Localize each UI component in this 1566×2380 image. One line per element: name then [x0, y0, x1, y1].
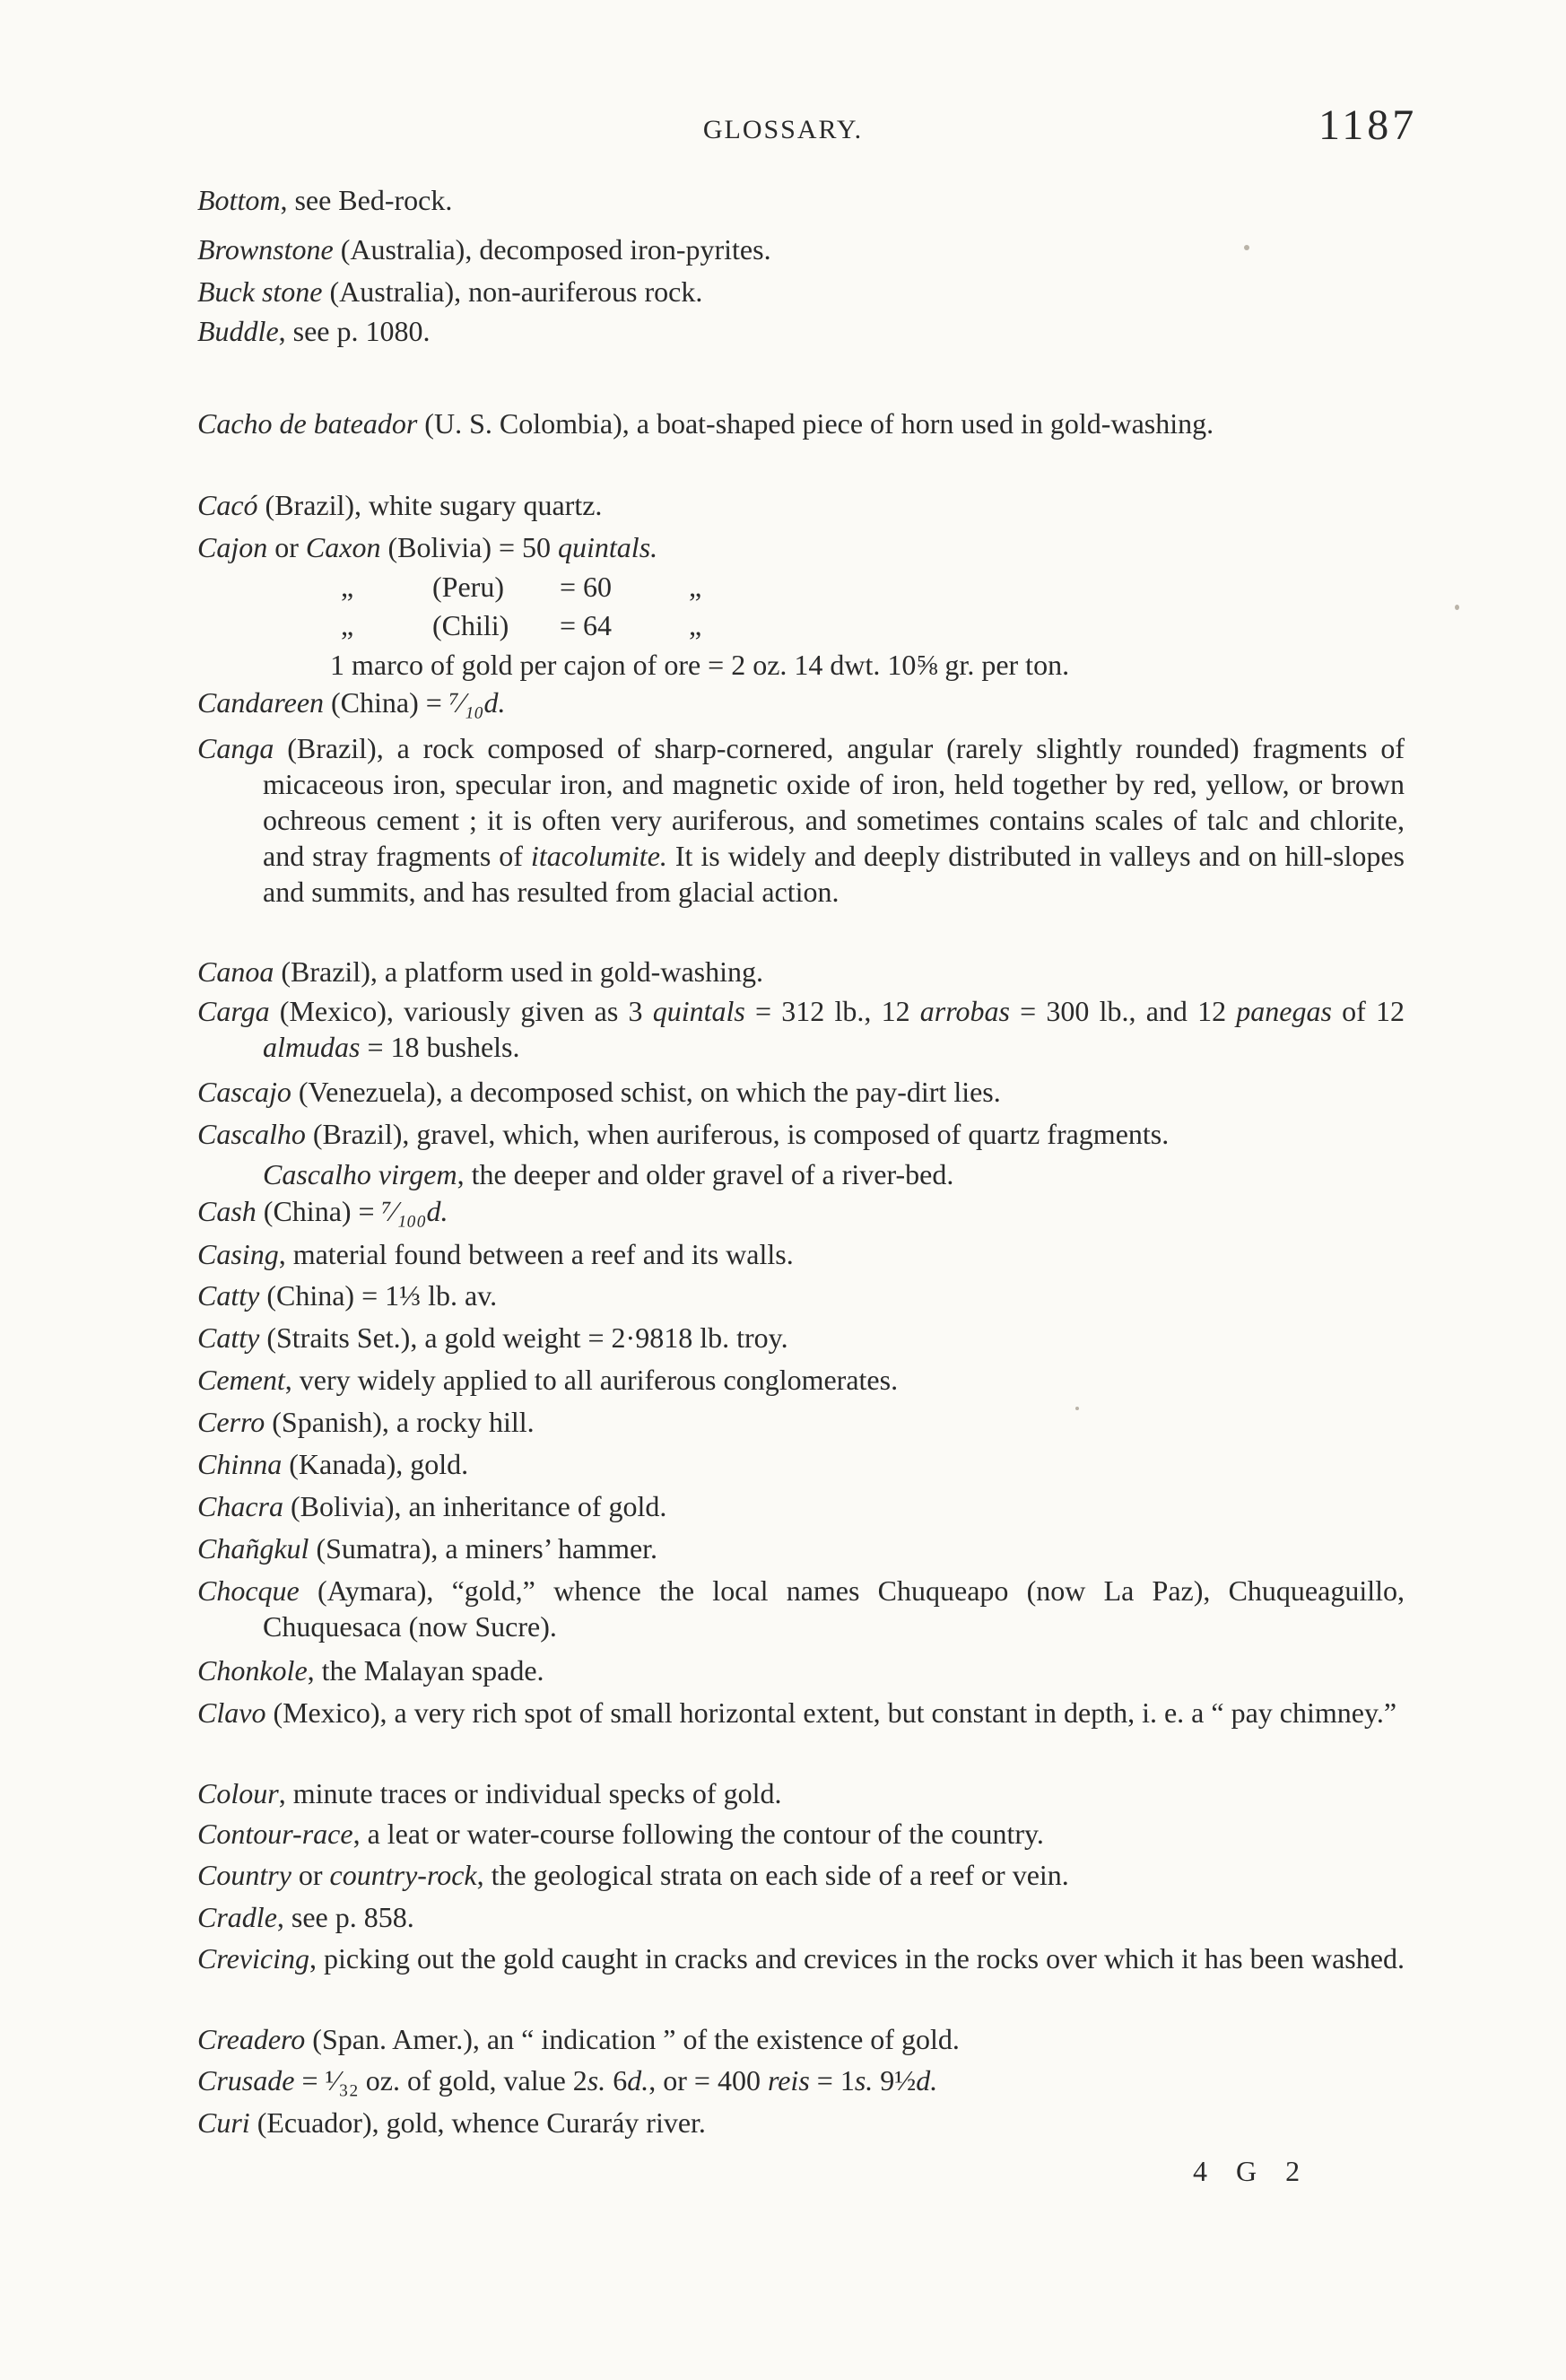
glossary-entry: Cradle, see p. 858. — [197, 1901, 414, 1933]
glossary-entry: Chacra (Bolivia), an inheritance of gold. — [197, 1490, 667, 1522]
glossary-entry: Carga (Mexico), variously given as 3 quintals = 312 lb., 12 arrobas = 300 lb., and 12 panegas of 12 almudas = 18 bushels. — [197, 995, 1405, 1063]
glossary-entry: Cacó (Brazil), white sugary quartz. — [197, 489, 603, 521]
glossary-entry: Clavo (Mexico), a very rich spot of small horizontal extent, but constant in depth, i. e. a “ pay chimney.” — [197, 1696, 1397, 1729]
glossary-entry: Candareen (China) = ⁷⁄₁₀d. — [197, 686, 506, 719]
running-title: GLOSSARY. — [702, 115, 864, 144]
glossary-entry: Cajon or Caxon (Bolivia) = 50 quintals. — [197, 531, 658, 563]
paper-speck — [1244, 245, 1249, 250]
glossary-entry: Cacho de bateador (U. S. Colombia), a boat-shaped piece of horn used in gold-washing. — [197, 407, 1214, 440]
glossary-entry: Brownstone (Australia), decomposed iron-pyrites. — [197, 233, 771, 266]
glossary-entry: Country or country-rock, the geological strata on each side of a reef or vein. — [197, 1859, 1069, 1891]
signature-mark: 4 G 2 — [1193, 2155, 1311, 2187]
glossary-entry: Crevicing, picking out the gold caught in cracks and crevices in the rocks over which it has been washed. — [197, 1942, 1405, 1975]
glossary-entry: Cascajo (Venezuela), a decomposed schist, on which the pay-dirt lies. — [197, 1076, 1001, 1108]
glossary-entry: Chañgkul (Sumatra), a miners’ hammer. — [197, 1532, 658, 1565]
glossary-entry: Buck stone (Australia), non-auriferous rock. — [197, 275, 703, 308]
paper-speck — [1455, 605, 1459, 610]
paper-speck — [1075, 1407, 1079, 1410]
glossary-entry: Catty (Straits Set.), a gold weight = 2·9818 lb. troy. — [197, 1321, 788, 1354]
glossary-entry: Casing, material found between a reef and its walls. — [197, 1238, 794, 1270]
glossary-entry: Chonkole, the Malayan spade. — [197, 1654, 544, 1687]
glossary-entry: Cash (China) = ⁷⁄₁₀₀d. — [197, 1195, 448, 1227]
glossary-entry: Crusade = ¹⁄₃₂ oz. of gold, value 2s. 6d., or = 400 reis = 1s. 9½d. — [197, 2064, 938, 2097]
glossary-entry: Chocque (Aymara), “gold,” whence the local names Chuqueapo (now La Paz), Chuqueaguillo, Chuquesaca (now Sucre). — [197, 1574, 1405, 1643]
glossary-entry: Chinna (Kanada), gold. — [197, 1448, 469, 1480]
glossary-entry: Contour-race, a leat or water-course following the contour of the country. — [197, 1818, 1044, 1850]
glossary-entry: Colour, minute traces or individual specks of gold. — [197, 1777, 782, 1809]
glossary-entry: Catty (China) = 1⅓ lb. av. — [197, 1279, 498, 1312]
glossary-entry: Cascalho (Brazil), gravel, which, when auriferous, is composed of quartz fragments. — [197, 1118, 1170, 1150]
glossary-entry: Canoa (Brazil), a platform used in gold-washing. — [197, 955, 763, 988]
glossary-entry: Bottom, see Bed-rock. — [197, 184, 453, 216]
glossary-entry: Cerro (Spanish), a rocky hill. — [197, 1406, 535, 1438]
glossary-entry: Creadero (Span. Amer.), an “ indication ” of the existence of gold. — [197, 2023, 960, 2055]
page-number: 1187 — [1318, 101, 1418, 149]
glossary-entry: Cement, very widely applied to all auriferous conglomerates. — [197, 1364, 899, 1396]
glossary-entry: Buddle, see p. 1080. — [197, 315, 431, 347]
glossary-subentry: Cascalho virgem, the deeper and older gravel of a river-bed. — [263, 1158, 954, 1190]
glossary-entry: Canga (Brazil), a rock composed of sharp-cornered, angular (rarely slightly rounded) fragments of micaceous iron, specular iron, and magnetic oxide of iron, held together by red, yellow, or brown ochreous cement ; it is often very auriferous, and sometimes contains scales of talc and chlorite, and stray fragments of itacolumite. It is widely and deeply distributed in valleys and on hill-slopes and summits, and has resulted from glacial action. — [197, 732, 1405, 908]
glossary-entry: Curi (Ecuador), gold, whence Curaráy river. — [197, 2106, 706, 2139]
